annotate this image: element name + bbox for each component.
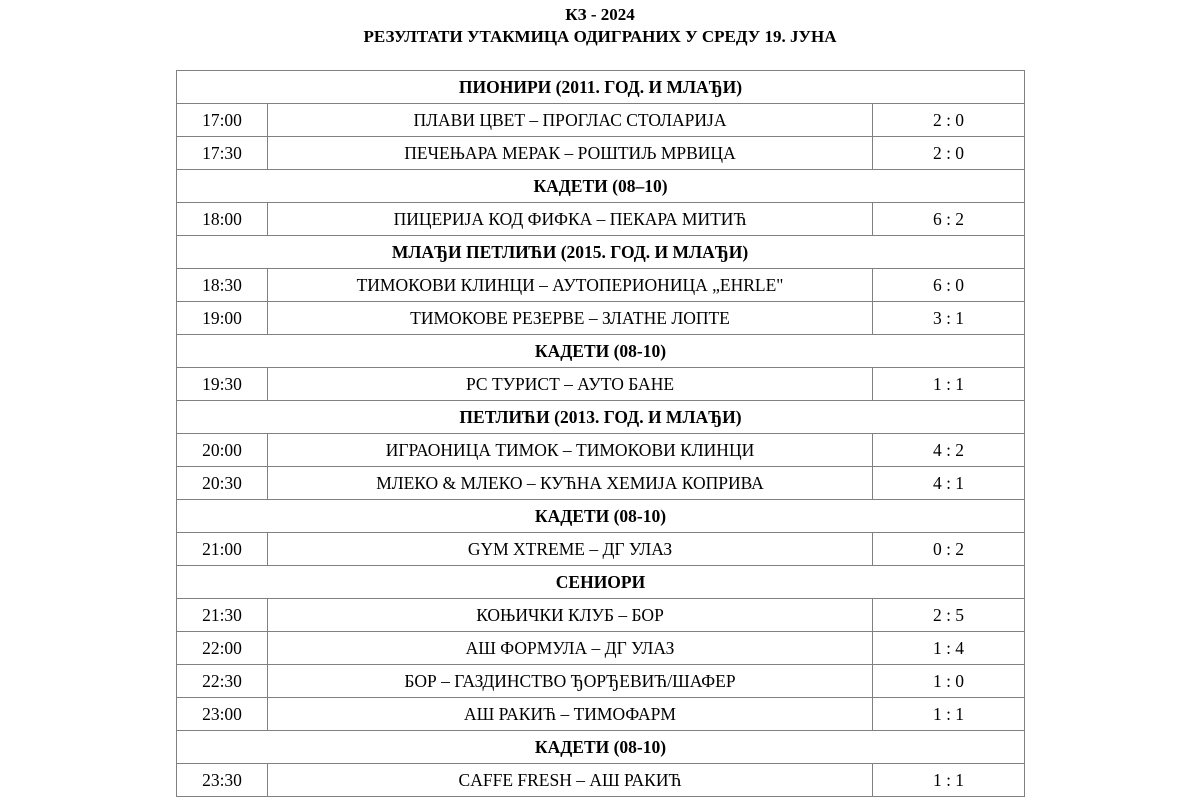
match-row xyxy=(177,665,1025,698)
match-score: 3 : 1 xyxy=(873,302,1025,335)
match-teams: КОЊИЧКИ КЛУБ – БОР xyxy=(268,599,873,632)
match-row xyxy=(177,599,1025,632)
match-score: 1 : 1 xyxy=(873,368,1025,401)
category-label: ПИОНИРИ (2011. ГОД. И МЛАЂИ) xyxy=(177,71,1025,104)
match-teams: БОР – ГАЗДИНСТВО ЂОРЂЕВИЋ/ШАФЕР xyxy=(268,665,873,698)
match-teams: МЛЕКО & МЛЕКО – КУЋНА ХЕМИЈА КОПРИВА xyxy=(268,467,873,500)
match-teams: РС ТУРИСТ – АУТО БАНЕ xyxy=(268,368,873,401)
match-row xyxy=(177,203,1025,236)
match-time: 19:00 xyxy=(177,302,268,335)
match-score: 1 : 0 xyxy=(873,665,1025,698)
match-row xyxy=(177,104,1025,137)
category-header-row xyxy=(177,731,1025,764)
match-time: 21:00 xyxy=(177,533,268,566)
match-score: 1 : 1 xyxy=(873,764,1025,797)
match-row xyxy=(177,434,1025,467)
empty-cell xyxy=(177,236,268,269)
category-label: КАДЕТИ (08–10) xyxy=(177,170,1025,203)
match-row xyxy=(177,764,1025,797)
empty-cell xyxy=(873,236,1025,269)
document-title: КЗ - 2024 xyxy=(565,5,635,24)
match-time: 19:30 xyxy=(177,368,268,401)
match-time: 22:00 xyxy=(177,632,268,665)
match-score: 0 : 2 xyxy=(873,533,1025,566)
category-label: СЕНИОРИ xyxy=(177,566,1025,599)
match-time: 18:00 xyxy=(177,203,268,236)
category-header-row xyxy=(177,71,1025,104)
results-table xyxy=(176,70,1025,797)
match-score: 4 : 2 xyxy=(873,434,1025,467)
match-row xyxy=(177,533,1025,566)
match-teams: АШ РАКИЋ – ТИМОФАРМ xyxy=(268,698,873,731)
match-score: 2 : 0 xyxy=(873,137,1025,170)
match-row xyxy=(177,368,1025,401)
match-teams: GYM XTREME – ДГ УЛАЗ xyxy=(268,533,873,566)
category-header-row xyxy=(177,170,1025,203)
category-header-row xyxy=(177,236,1025,269)
match-time: 23:30 xyxy=(177,764,268,797)
match-time: 17:00 xyxy=(177,104,268,137)
match-teams: CAFFE FRESH – АШ РАКИЋ xyxy=(268,764,873,797)
document-header xyxy=(0,4,1200,48)
match-score: 4 : 1 xyxy=(873,467,1025,500)
match-row xyxy=(177,632,1025,665)
category-header-row xyxy=(177,566,1025,599)
match-time: 17:30 xyxy=(177,137,268,170)
match-time: 22:30 xyxy=(177,665,268,698)
category-label: КАДЕТИ (08-10) xyxy=(177,500,1025,533)
match-score: 2 : 5 xyxy=(873,599,1025,632)
match-teams: ТИМОКОВЕ РЕЗЕРВЕ – ЗЛАТНЕ ЛОПТЕ xyxy=(268,302,873,335)
category-header-row xyxy=(177,401,1025,434)
results-table-body xyxy=(177,71,1025,797)
match-time: 21:30 xyxy=(177,599,268,632)
match-score: 6 : 2 xyxy=(873,203,1025,236)
match-row xyxy=(177,302,1025,335)
match-teams: ПЕЧЕЊАРА МЕРАК – РОШТИЉ МРВИЦА xyxy=(268,137,873,170)
match-row xyxy=(177,698,1025,731)
category-label: КАДЕТИ (08-10) xyxy=(177,335,1025,368)
document-subtitle: РЕЗУЛТАТИ УТАКМИЦА ОДИГРАНИХ У СРЕДУ 19. ЈУНА xyxy=(363,27,837,46)
match-teams: АШ ФОРМУЛА – ДГ УЛАЗ xyxy=(268,632,873,665)
match-time: 18:30 xyxy=(177,269,268,302)
match-row xyxy=(177,269,1025,302)
category-label: КАДЕТИ (08-10) xyxy=(177,731,1025,764)
category-label: ПЕТЛИЋИ (2013. ГОД. И МЛАЂИ) xyxy=(177,401,1025,434)
match-score: 2 : 0 xyxy=(873,104,1025,137)
match-score: 1 : 4 xyxy=(873,632,1025,665)
match-teams: ПИЦЕРИЈА КОД ФИФКА – ПЕКАРА МИТИЋ xyxy=(268,203,873,236)
category-header-row xyxy=(177,500,1025,533)
match-teams: ИГРАОНИЦА ТИМОК – ТИМОКОВИ КЛИНЦИ xyxy=(268,434,873,467)
match-time: 23:00 xyxy=(177,698,268,731)
match-row xyxy=(177,137,1025,170)
match-time: 20:00 xyxy=(177,434,268,467)
category-header-row xyxy=(177,335,1025,368)
match-time: 20:30 xyxy=(177,467,268,500)
match-row xyxy=(177,467,1025,500)
match-score: 6 : 0 xyxy=(873,269,1025,302)
match-teams: ТИМОКОВИ КЛИНЦИ – АУТОПЕРИОНИЦА „EHRLE" xyxy=(268,269,873,302)
match-teams: ПЛАВИ ЦВЕТ – ПРОГЛАС СТОЛАРИЈА xyxy=(268,104,873,137)
category-label: МЛАЂИ ПЕТЛИЋИ (2015. ГОД. И МЛАЂИ) xyxy=(268,236,873,269)
match-score: 1 : 1 xyxy=(873,698,1025,731)
